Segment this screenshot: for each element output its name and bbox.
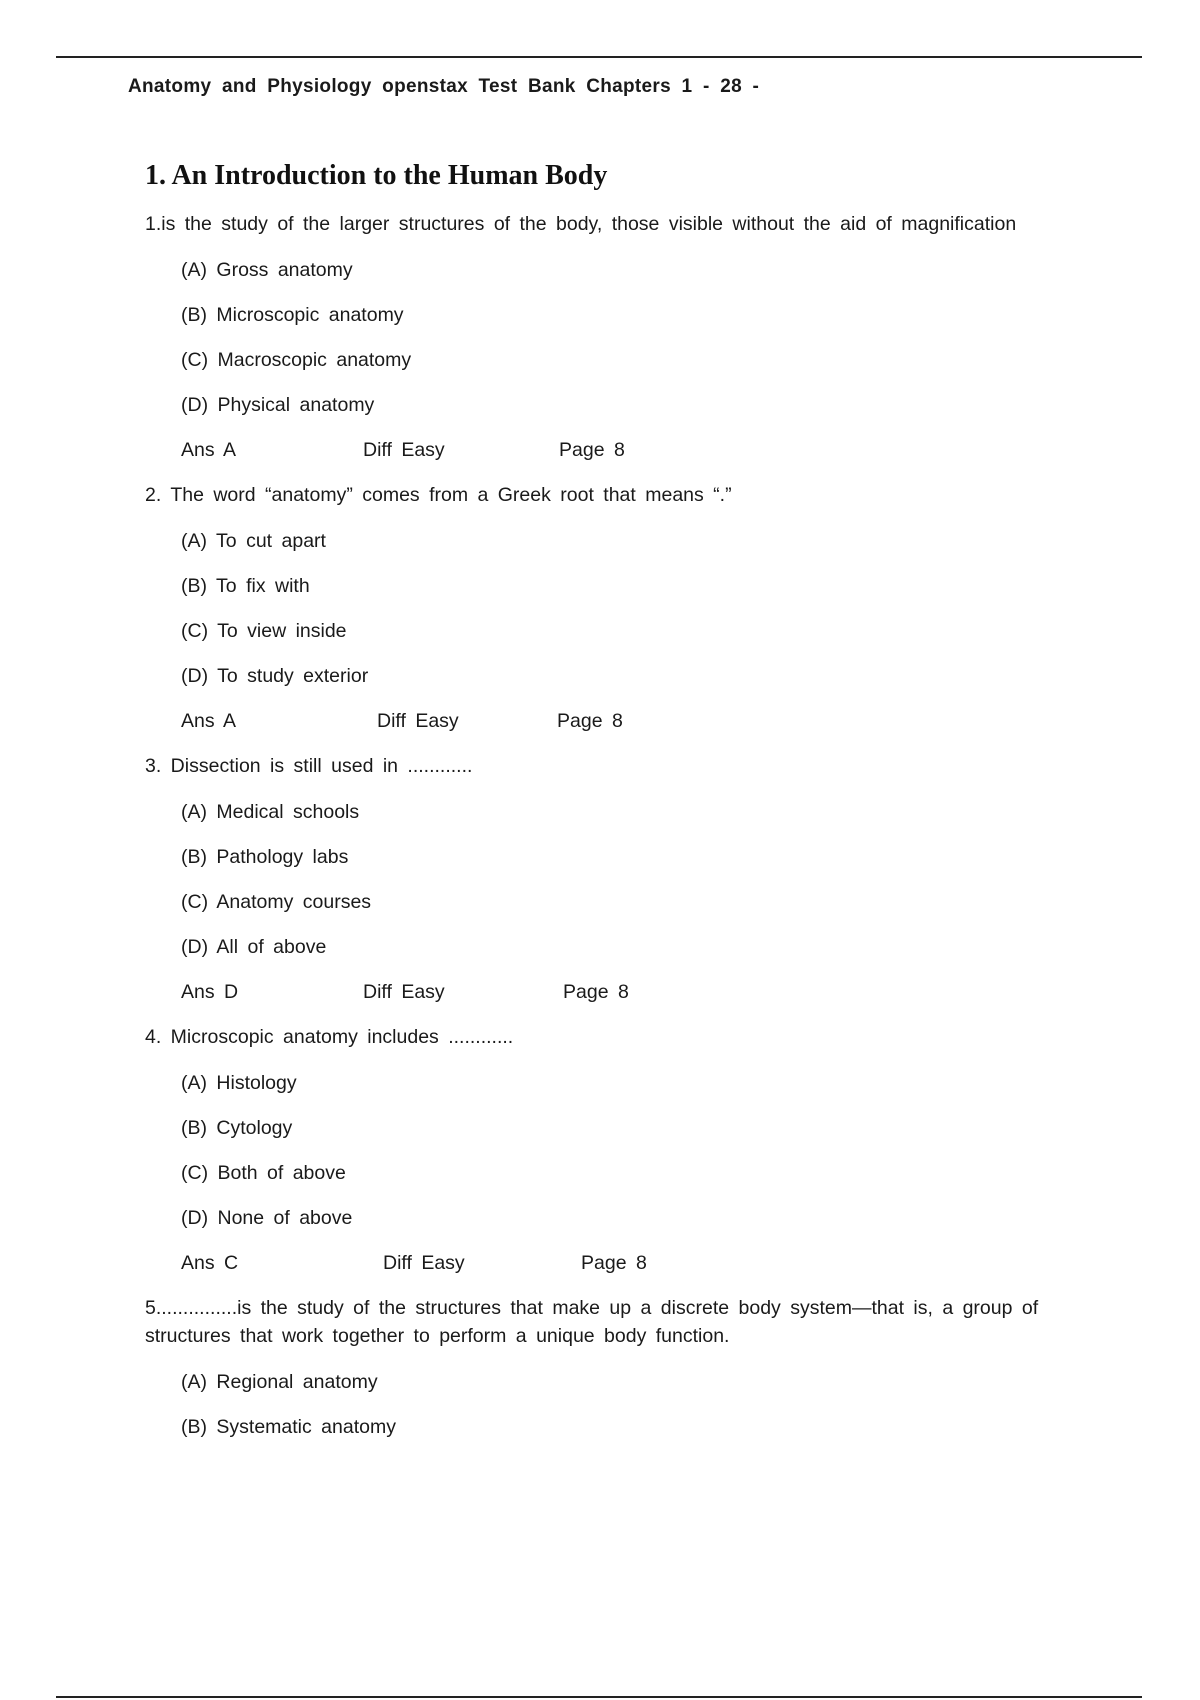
option-c: (C) To view inside bbox=[181, 620, 347, 642]
answer-row bbox=[181, 436, 1095, 464]
page-label: Page 8 bbox=[557, 710, 623, 732]
option-a: (A) Gross anatomy bbox=[181, 259, 353, 281]
question-text: 3. Dissection is still used in ............ bbox=[145, 755, 473, 777]
difficulty-label: Diff Easy bbox=[363, 439, 445, 461]
question-text: 1.is the study of the larger structures of the body, those visible without the aid of magnification bbox=[145, 213, 1017, 235]
page-label: Page 8 bbox=[563, 981, 629, 1003]
difficulty-label: Diff Easy bbox=[383, 1252, 465, 1274]
option-d: (D) To study exterior bbox=[181, 665, 369, 687]
answer-label: Ans D bbox=[181, 981, 239, 1003]
question-5 bbox=[145, 1294, 1095, 1441]
answer-label: Ans C bbox=[181, 1252, 239, 1274]
question-2 bbox=[145, 481, 1095, 735]
option-b: (B) Microscopic anatomy bbox=[181, 304, 404, 326]
difficulty-label: Diff Easy bbox=[377, 710, 459, 732]
option-a: (A) Regional anatomy bbox=[181, 1371, 378, 1393]
page-label: Page 8 bbox=[581, 1252, 647, 1274]
document-header: Anatomy and Physiology openstax Test Bank Chapters 1 - 28 - bbox=[128, 76, 760, 97]
chapter-title: 1. An Introduction to the Human Body bbox=[145, 160, 608, 191]
option-d: (D) None of above bbox=[181, 1207, 353, 1229]
option-a: (A) To cut apart bbox=[181, 530, 326, 552]
question-text: 5...............is the study of the structures that make up a discrete body system—that is, a group of structures that work together to perform a unique body function. bbox=[145, 1297, 1039, 1347]
option-d: (D) All of above bbox=[181, 936, 327, 958]
question-1 bbox=[145, 210, 1095, 464]
answer-label: Ans A bbox=[181, 710, 236, 732]
option-b: (B) Pathology labs bbox=[181, 846, 349, 868]
top-rule bbox=[56, 56, 1142, 58]
option-c: (C) Anatomy courses bbox=[181, 891, 372, 913]
question-3 bbox=[145, 752, 1095, 1006]
option-d: (D) Physical anatomy bbox=[181, 394, 375, 416]
difficulty-label: Diff Easy bbox=[363, 981, 445, 1003]
option-b: (B) Systematic anatomy bbox=[181, 1416, 396, 1438]
option-c: (C) Both of above bbox=[181, 1162, 346, 1184]
question-text: 2. The word “anatomy” comes from a Greek root that means “.” bbox=[145, 484, 732, 506]
answer-row bbox=[181, 1249, 1095, 1277]
bottom-rule bbox=[56, 1696, 1142, 1698]
answer-label: Ans A bbox=[181, 439, 236, 461]
option-a: (A) Medical schools bbox=[181, 801, 360, 823]
question-text: 4. Microscopic anatomy includes ............ bbox=[145, 1026, 514, 1048]
option-c: (C) Macroscopic anatomy bbox=[181, 349, 412, 371]
option-b: (B) Cytology bbox=[181, 1117, 293, 1139]
option-b: (B) To fix with bbox=[181, 575, 310, 597]
question-list bbox=[145, 210, 1095, 1458]
option-a: (A) Histology bbox=[181, 1072, 297, 1094]
page-label: Page 8 bbox=[559, 439, 625, 461]
answer-row bbox=[181, 978, 1095, 1006]
answer-row bbox=[181, 707, 1095, 735]
question-4 bbox=[145, 1023, 1095, 1277]
